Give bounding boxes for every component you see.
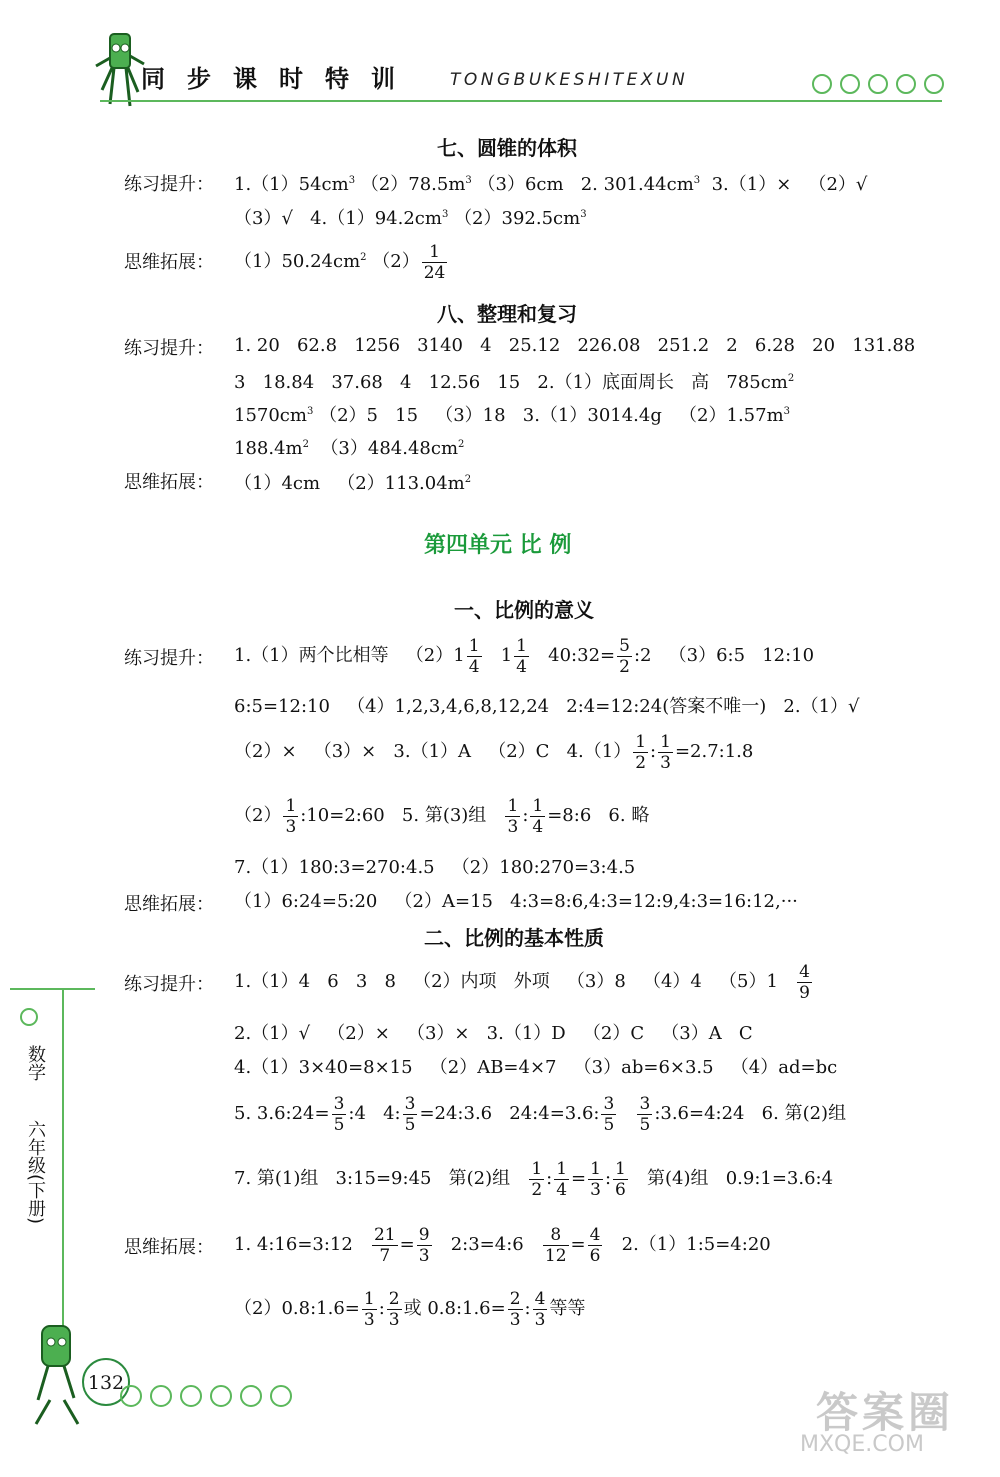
- answer-line: 1. 20 62.8 1256 3140 4 25.12 226.08 251.2 2 6.28 20 131.88: [234, 335, 916, 356]
- fraction: $\frac{1}{4}$: [556, 1158, 568, 1200]
- header-dot: [812, 74, 832, 94]
- label-practice: 练习提升：: [124, 974, 214, 995]
- fraction: $\frac{3}{5}$: [639, 1093, 651, 1135]
- section-title: 二、比例的基本性质: [424, 926, 604, 950]
- side-subject: 数学: [25, 1045, 46, 1081]
- fraction: $\frac{2}{3}$: [509, 1288, 521, 1330]
- label-thinking: 思维拓展：: [124, 1237, 214, 1258]
- side-dot: [20, 1008, 38, 1026]
- footer-dot: [240, 1385, 262, 1407]
- header-title-char: 课: [233, 65, 257, 93]
- fraction: $\frac{1}{3}$: [660, 731, 671, 773]
- label-practice: 练习提升：: [124, 174, 214, 195]
- fraction: $\frac{1}{4}$: [516, 635, 527, 677]
- watermark-url: MXQE.COM: [800, 1432, 924, 1457]
- answer-line: 7.（1）180:3=270:4.5 （2）180:270=3:4.5: [234, 857, 636, 878]
- header-title-char: 训: [371, 65, 395, 93]
- fraction: $\frac{1}{4}$: [468, 635, 480, 677]
- answer-line: 6:5=12:10 （4）1,2,3,4,6,8,12,24 2:4=12:24(答案不唯一) 2.（1）√: [234, 696, 860, 717]
- answer-line: 1. 4:16=3:12 $\frac{21}{7}$ = $\frac{9}{3}$ 2:3=4:6 $\frac{8}{12}$ = $\frac{4}{6}$ 2.（1）1:5=4:20: [234, 1224, 771, 1266]
- answer-line: （1）6:24=5:20 （2）A=15 4:3=8:6,4:3=12:9,4:3=16:12,···: [234, 891, 798, 912]
- fraction: $\frac{9}{3}$: [418, 1224, 430, 1266]
- header-dot: [896, 74, 916, 94]
- label-thinking: 思维拓展：: [124, 472, 214, 493]
- fraction: $\frac{4}{9}$: [799, 961, 810, 1003]
- answer-line: 7. 第(1)组 3:15=9:45 第(2)组 $\frac{1}{2}$ : $\frac{1}{4}$ = $\frac{1}{3}$ : $\frac{1}{6}$ 第(4)组 0.9:1=3.6:4: [234, 1158, 834, 1200]
- robot-mascot-icon: [20, 1320, 90, 1430]
- answer-line: 3 18.84 37.68 4 12.56 15 2.（1）底面周长 高 $785cm^2$: [234, 372, 795, 393]
- footer-mascot: [20, 1320, 90, 1430]
- footer-dot: [120, 1385, 142, 1407]
- fraction: $\frac{1}{6}$: [615, 1158, 626, 1200]
- header-title-char: 同: [141, 65, 165, 93]
- fraction: $\frac{1}{24}$: [423, 241, 446, 283]
- header-dot: [924, 74, 944, 94]
- answer-line: 5. 3.6:24= $\frac{3}{5}$ :4 4: $\frac{3}{5}$ =24:3.6 24:4=3.6: $\frac{3}{5}$ $\frac{3}{5}$ :3.6=4:24 6. 第(2)组: [234, 1093, 847, 1135]
- fraction: $\frac{1}{3}$: [590, 1158, 601, 1200]
- answer-line: 4.（1）3×40=8×15 （2）AB=4×7 （3）ab=6×3.5 （4）ad=bc: [234, 1057, 838, 1078]
- fraction: $\frac{2}{3}$: [388, 1288, 400, 1330]
- answer-line: 1.（1）4 6 3 8 （2）内项 外项 （3）8 （4）4 （5）1 $\frac{4}{9}$: [234, 961, 810, 1003]
- header-title-char: 时: [279, 65, 303, 93]
- fraction: $\frac{3}{5}$: [603, 1093, 615, 1135]
- answer-line: $1570cm^3$ （2）5 15 （3）18 3.（1）3014.4g $(2)1.57m^3$: [234, 405, 791, 426]
- section-title: 八、整理和复习: [437, 302, 577, 326]
- label-practice: 练习提升：: [124, 648, 214, 669]
- fraction: $\frac{1}{3}$: [285, 795, 297, 837]
- header-title-char: 特: [325, 65, 349, 93]
- side-grade: 六年级(下册): [25, 1120, 46, 1225]
- answer-line: （2） $\frac{1}{3}$ :10=2:60 5. 第(3)组 $\frac{1}{3}$ : $\frac{1}{4}$ =8:6 6. 略: [234, 795, 650, 837]
- fraction: $\frac{1}{2}$: [635, 731, 647, 773]
- fraction: $\frac{3}{5}$: [333, 1093, 345, 1135]
- label-thinking: 思维拓展：: [124, 252, 214, 273]
- header-pinyin: TONGBUKESHITEXUN: [450, 70, 689, 90]
- header-dot: [840, 74, 860, 94]
- fraction: $\frac{3}{5}$: [404, 1093, 416, 1135]
- side-divider: [10, 988, 95, 990]
- label-thinking: 思维拓展：: [124, 894, 214, 915]
- fraction: $\frac{4}{6}$: [589, 1224, 601, 1266]
- footer-dot: [270, 1385, 292, 1407]
- watermark-logo: 答案圈: [816, 1388, 955, 1437]
- answer-line: （2）0.8:1.6= $\frac{1}{3}$ : $\frac{2}{3}$ 或 0.8:1.6= $\frac{2}{3}$ : $\frac{4}{3}$ 等等: [234, 1288, 586, 1330]
- header-title-char: 步: [187, 65, 211, 93]
- page-number: 132: [82, 1358, 130, 1406]
- answer-line: 2.（1）√ （2）× （3）× 3.（1）D （2）C （3）A C: [234, 1023, 753, 1044]
- unit-title: 第四单元 比 例: [424, 533, 572, 558]
- label-practice: 练习提升：: [124, 338, 214, 359]
- answer-line: （3）√ $4.(1)94.2cm^3$ $(2)392.5cm^3$: [234, 208, 587, 229]
- answer-line: $1.(1)54cm^3$ $(2)78.5m^3$ （3）6cm 2. $301.44cm^3$ 3.（1）× （2）√: [234, 174, 868, 195]
- fraction: $\frac{1}{4}$: [532, 795, 544, 837]
- fraction: $\frac{1}{3}$: [363, 1288, 375, 1330]
- footer-dot: [180, 1385, 202, 1407]
- fraction: $\frac{8}{12}$: [544, 1224, 567, 1266]
- fraction: $\frac{1}{3}$: [507, 795, 519, 837]
- answer-line: （1）4cm $(2)113.04m^2$: [234, 473, 472, 494]
- fraction: $\frac{4}{3}$: [534, 1288, 546, 1330]
- fraction: $\frac{21}{7}$: [373, 1224, 396, 1266]
- fraction: $\frac{1}{2}$: [531, 1158, 543, 1200]
- side-vertical-line: [62, 990, 64, 1360]
- footer-dot: [150, 1385, 172, 1407]
- answer-line: $188.4m^2$ $(3)484.48cm^2$: [234, 438, 465, 459]
- answer-line: $(1)50.24cm^2$ （2） $\frac{1}{24}$: [234, 241, 446, 283]
- fraction: $\frac{5}{2}$: [619, 635, 630, 677]
- footer-dot: [210, 1385, 232, 1407]
- header-title: [130, 60, 450, 102]
- section-title: 一、比例的意义: [454, 598, 594, 622]
- header-dot: [868, 74, 888, 94]
- answer-line: 1.（1）两个比相等 （2）1 $\frac{1}{4}$ 1 $\frac{1}{4}$ 40:32= $\frac{5}{2}$ :2 （3）6:5 12:10: [234, 635, 815, 677]
- section-title: 七、圆锥的体积: [437, 136, 577, 160]
- answer-line: （2）× （3）× 3.（1）A （2）C 4.（1） $\frac{1}{2}$ : $\frac{1}{3}$ =2.7:1.8: [234, 731, 754, 773]
- header-divider: [100, 100, 942, 102]
